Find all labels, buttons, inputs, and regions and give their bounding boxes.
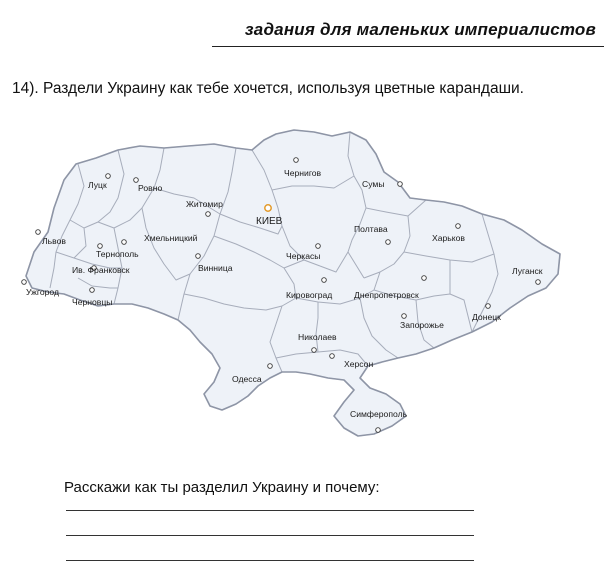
city-marker <box>22 280 27 285</box>
capital-marker <box>265 205 271 211</box>
city-label-khmelnytskyi: Хмельницкий <box>144 233 198 243</box>
question-prompt: Расскажи как ты разделил Украину и почему: <box>64 479 380 496</box>
ukraine-map <box>14 128 574 458</box>
city-marker <box>376 428 381 433</box>
city-marker <box>330 354 335 359</box>
city-marker <box>322 278 327 283</box>
city-label-rivne: Ровно <box>138 183 163 193</box>
city-label-kharkiv: Харьков <box>432 233 465 243</box>
city-label-simferopol: Симферополь <box>350 409 408 419</box>
city-marker <box>206 212 211 217</box>
city-label-donetsk: Донецк <box>472 312 501 322</box>
answer-line-1[interactable] <box>66 510 474 511</box>
city-label-lutsk: Луцк <box>88 180 107 190</box>
city-label-chernivtsi: Черновцы <box>72 297 113 307</box>
city-marker <box>312 348 317 353</box>
ukraine-map-svg <box>14 128 574 458</box>
city-marker <box>402 314 407 319</box>
page-header-title: задания для маленьких империалистов <box>244 20 596 39</box>
city-label-lviv: Львов <box>42 236 66 246</box>
city-marker <box>422 276 427 281</box>
city-marker <box>106 174 111 179</box>
city-marker <box>268 364 273 369</box>
city-label-ivano-frankivsk: Ив. Франковск <box>72 265 130 275</box>
city-marker <box>456 224 461 229</box>
city-label-cherkasy: Черкасы <box>286 251 321 261</box>
answer-line-2[interactable] <box>66 535 474 536</box>
city-marker <box>36 230 41 235</box>
city-label-kherson: Херсон <box>344 359 374 369</box>
city-marker <box>90 288 95 293</box>
city-marker <box>386 240 391 245</box>
city-label-ternopil: Тернополь <box>96 249 139 259</box>
city-label-uzhhorod: Ужгород <box>26 287 60 297</box>
city-label-luhansk: Луганск <box>512 266 543 276</box>
city-marker <box>294 158 299 163</box>
city-marker <box>98 244 103 249</box>
city-marker <box>398 182 403 187</box>
city-label-zhytomyr: Житомир <box>186 199 223 209</box>
city-marker <box>536 280 541 285</box>
city-label-kropyvnytskyi: Кировоград <box>286 290 333 300</box>
city-label-zaporizhzhia: Запорожье <box>400 320 444 330</box>
city-label-dnipro: Днепропетровск <box>354 290 419 300</box>
capital-label: КИЕВ <box>256 216 283 227</box>
city-label-odesa: Одесса <box>232 374 262 384</box>
city-marker <box>134 178 139 183</box>
answer-line-3[interactable] <box>66 560 474 561</box>
city-label-vinnytsia: Винница <box>198 263 233 273</box>
city-marker <box>196 254 201 259</box>
city-label-poltava: Полтава <box>354 224 388 234</box>
city-label-mykolaiv: Николаев <box>298 332 337 342</box>
city-label-sumy: Сумы <box>362 179 385 189</box>
city-label-chernihiv: Чернигов <box>284 168 322 178</box>
header-rule <box>212 46 604 47</box>
city-marker <box>122 240 127 245</box>
task-instruction: 14). Раздели Украину как тебе хочется, используя цветные карандаши. <box>12 80 524 97</box>
city-marker <box>316 244 321 249</box>
city-marker <box>486 304 491 309</box>
